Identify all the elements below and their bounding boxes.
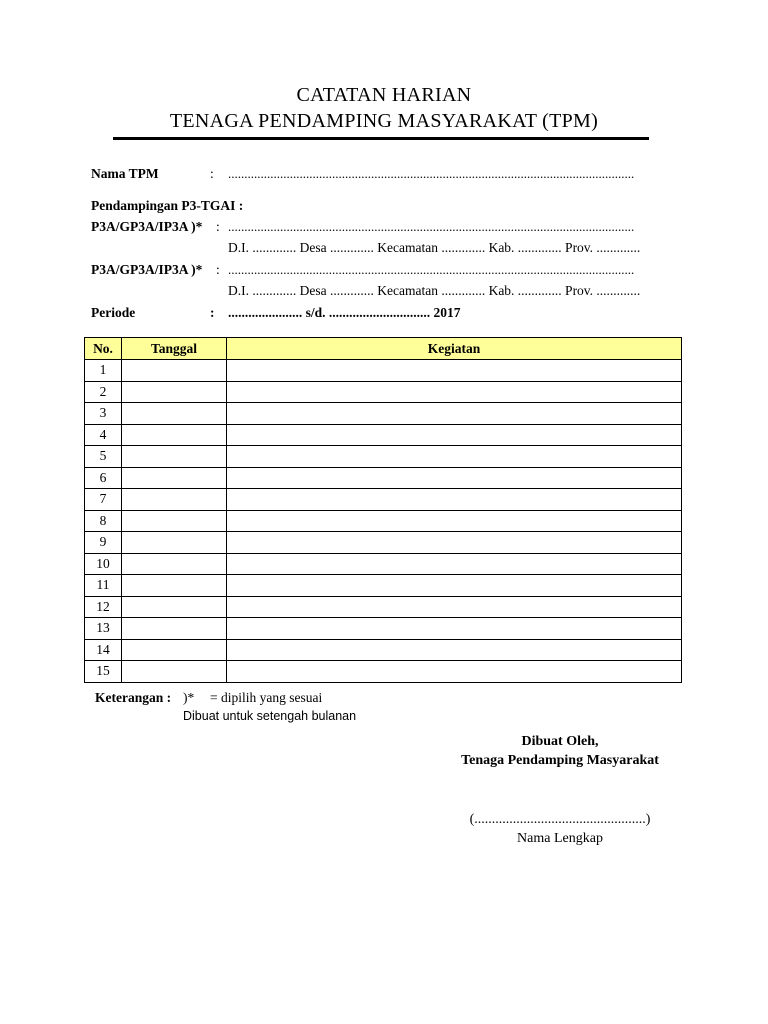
table-row [85, 661, 682, 683]
tanggal-cell[interactable] [122, 467, 227, 489]
table-row [85, 489, 682, 511]
tanggal-cell[interactable] [122, 446, 227, 468]
signature-blank[interactable]: (.................................................) [469, 812, 651, 827]
kegiatan-cell[interactable] [227, 489, 682, 511]
tanggal-cell[interactable] [122, 403, 227, 425]
kegiatan-cell[interactable] [227, 618, 682, 640]
table-row [85, 596, 682, 618]
row-number: 14 [85, 639, 122, 661]
kegiatan-cell[interactable] [227, 639, 682, 661]
table-row [85, 618, 682, 640]
kegiatan-cell[interactable] [227, 553, 682, 575]
tanggal-cell[interactable] [122, 618, 227, 640]
location-line-2[interactable]: D.I. ............. Desa ............. Kecamatan ............. Kab. ............. Prov. ............. [228, 283, 641, 298]
row-number: 13 [85, 618, 122, 640]
nama-tpm-label: Nama TPM [91, 166, 159, 181]
title-underline [113, 137, 649, 140]
column-header-kegiatan: Kegiatan [227, 338, 682, 360]
tanggal-cell[interactable] [122, 424, 227, 446]
kegiatan-cell[interactable] [227, 661, 682, 683]
kegiatan-cell[interactable] [227, 446, 682, 468]
row-number: 3 [85, 403, 122, 425]
keterangan-line2: Dibuat untuk setengah bulanan [183, 709, 357, 723]
made-by-label: Dibuat Oleh, [521, 734, 599, 749]
table-row [85, 360, 682, 382]
p3a-label-1: P3A/GP3A/IP3A )* [91, 219, 203, 234]
tanggal-cell[interactable] [122, 639, 227, 661]
kegiatan-cell[interactable] [227, 467, 682, 489]
p3a-colon-1: : [216, 219, 220, 234]
periode-field[interactable]: ...................... s/d. .............................. 2017 [228, 305, 461, 320]
keterangan-text: = dipilih yang sesuai [210, 690, 323, 705]
column-header-no: No. [85, 338, 122, 360]
table-row [85, 403, 682, 425]
tanggal-cell[interactable] [122, 532, 227, 554]
tanggal-cell[interactable] [122, 661, 227, 683]
location-line-1[interactable]: D.I. ............. Desa ............. Kecamatan ............. Kab. ............. Prov. ............. [228, 240, 641, 255]
table-row [85, 424, 682, 446]
row-number: 15 [85, 661, 122, 683]
table-header-row [85, 338, 682, 360]
kegiatan-cell[interactable] [227, 403, 682, 425]
tanggal-cell[interactable] [122, 575, 227, 597]
pendampingan-label: Pendampingan P3-TGAI : [91, 198, 244, 213]
kegiatan-cell[interactable] [227, 381, 682, 403]
row-number: 9 [85, 532, 122, 554]
nama-tpm-colon: : [210, 166, 214, 181]
tanggal-cell[interactable] [122, 489, 227, 511]
row-number: 2 [85, 381, 122, 403]
keterangan-label: Keterangan : [95, 690, 172, 705]
row-number: 5 [85, 446, 122, 468]
tanggal-cell[interactable] [122, 553, 227, 575]
row-number: 6 [85, 467, 122, 489]
kegiatan-cell[interactable] [227, 596, 682, 618]
p3a-field-1[interactable]: ............................................................................................................................. [228, 219, 635, 234]
tanggal-cell[interactable] [122, 360, 227, 382]
row-number: 4 [85, 424, 122, 446]
table-row [85, 553, 682, 575]
p3a-field-2[interactable]: ............................................................................................................................. [228, 262, 635, 277]
table-row [85, 381, 682, 403]
document-subtitle: TENAGA PENDAMPING MASYARAKAT (TPM) [169, 110, 599, 132]
p3a-colon-2: : [216, 262, 220, 277]
table-row [85, 532, 682, 554]
nama-tpm-field[interactable]: ............................................................................................................................. [228, 166, 635, 181]
row-number: 10 [85, 553, 122, 575]
table-row [85, 575, 682, 597]
activity-log-table [84, 337, 682, 683]
p3a-label-2: P3A/GP3A/IP3A )* [91, 262, 203, 277]
row-number: 12 [85, 596, 122, 618]
tanggal-cell[interactable] [122, 596, 227, 618]
table-row [85, 467, 682, 489]
full-name-hint: Nama Lengkap [517, 831, 603, 846]
table-row [85, 446, 682, 468]
kegiatan-cell[interactable] [227, 532, 682, 554]
signer-role: Tenaga Pendamping Masyarakat [461, 753, 659, 768]
tanggal-cell[interactable] [122, 381, 227, 403]
kegiatan-cell[interactable] [227, 360, 682, 382]
row-number: 7 [85, 489, 122, 511]
row-number: 1 [85, 360, 122, 382]
row-number: 11 [85, 575, 122, 597]
table-row [85, 510, 682, 532]
keterangan-marker: )* [183, 690, 195, 705]
column-header-tanggal: Tanggal [122, 338, 227, 360]
periode-label: Periode [91, 305, 136, 320]
kegiatan-cell[interactable] [227, 510, 682, 532]
table-row [85, 639, 682, 661]
periode-colon: : [210, 305, 215, 320]
kegiatan-cell[interactable] [227, 424, 682, 446]
document-title: CATATAN HARIAN [296, 84, 472, 106]
kegiatan-cell[interactable] [227, 575, 682, 597]
tanggal-cell[interactable] [122, 510, 227, 532]
row-number: 8 [85, 510, 122, 532]
